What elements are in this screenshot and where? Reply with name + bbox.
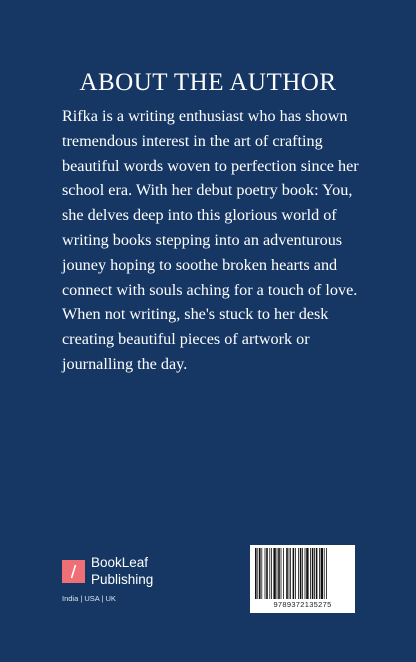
barcode: [250, 545, 355, 613]
page-title: ABOUT THE AUTHOR: [79, 69, 337, 96]
slash-logo-icon: [62, 560, 85, 583]
isbn-number: 9789372135275: [273, 600, 332, 609]
author-bio: Rifka is a writing enthusiast who has shown tremendous interest in the art of crafting beautiful words woven to perfection since her school era. With her debut poetry book: You, she delves deep into this glorious world of writing books stepping into an adventurous jouney hoping to soothe broken hearts and connect with souls aching for a touch of love. When not writing, she's stuck to her desk creating beautiful pieces of artwork or journalling the day.: [62, 107, 359, 373]
barcode-icon: [254, 548, 351, 599]
publisher-logo: [62, 556, 242, 612]
publisher-regions: India | USA | UK: [62, 594, 116, 603]
publisher-name-line2: Publishing: [91, 572, 154, 587]
publisher-name-line1: BookLeaf: [91, 555, 149, 570]
